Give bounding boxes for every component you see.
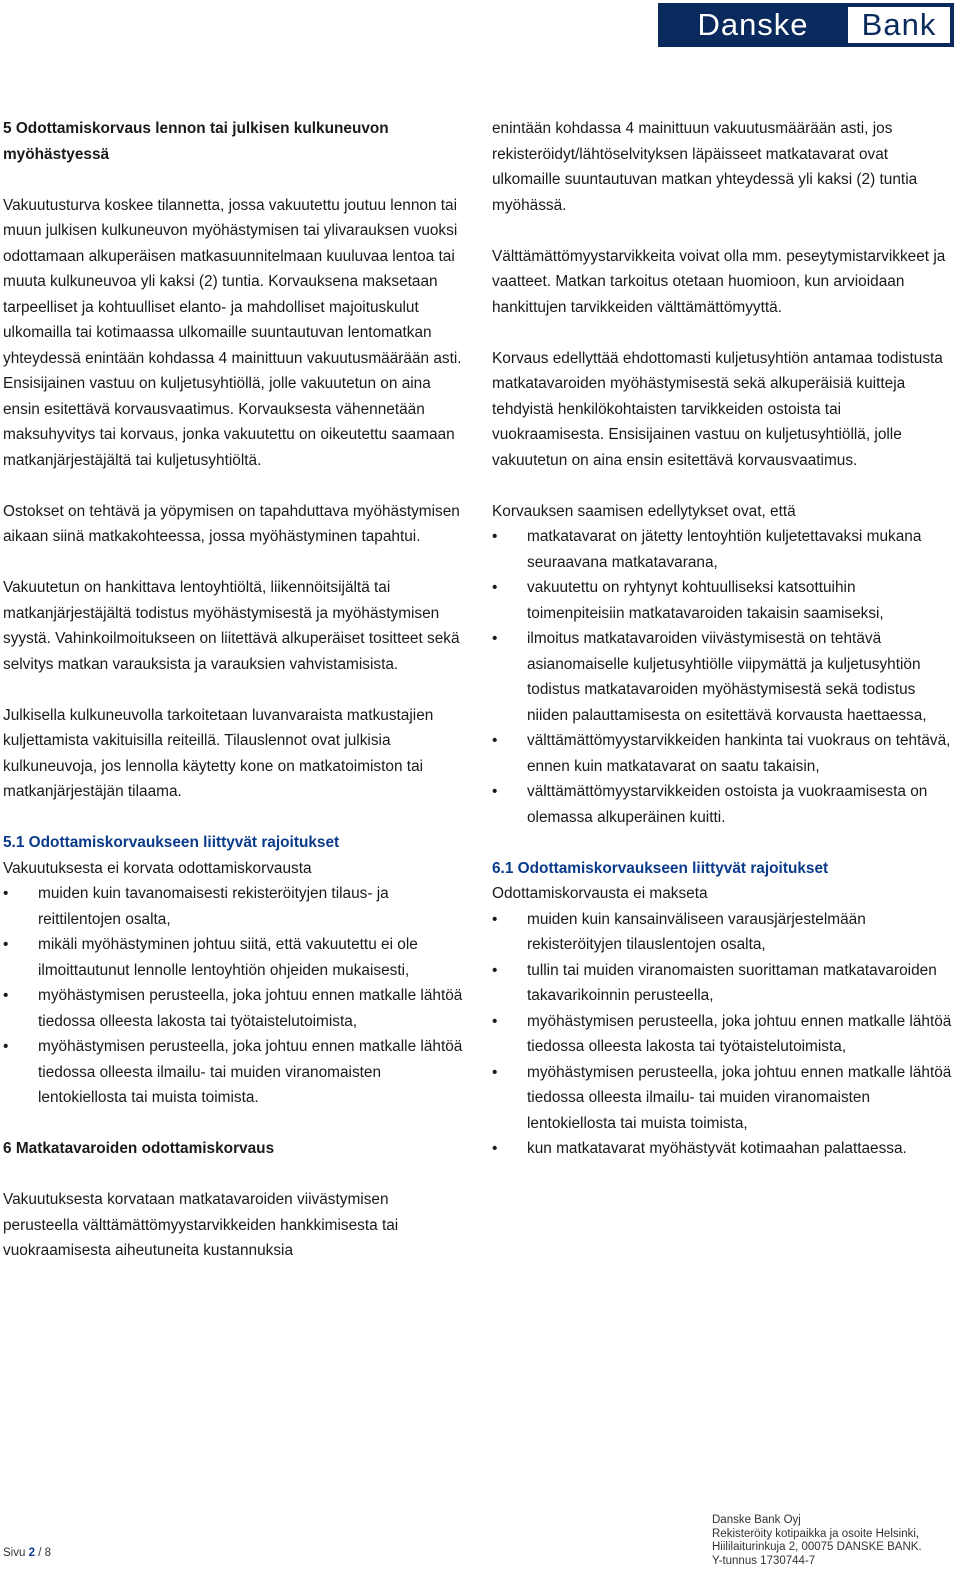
list-item: • tullin tai muiden viranomaisten suorittaman matkatavaroiden takavarikoinnin perusteella,: [492, 958, 954, 1009]
section-5-1-list: [3, 881, 465, 1111]
section-5-paragraph-3: Vakuutetun on hankittava lentoyhtiöltä, liikennöitsijältä tai matkanjärjestäjältä todistus myöhästymisestä ja myöhästymisen syystä. Vahinkoilmoitukseen on liitettävä alkuperäiset tositteet sekä selvitys matkan varauksista ja varauksien vahvistamisista.: [3, 579, 460, 673]
section-5-paragraph-2: Ostokset on tehtävä ja yöpymisen on tapahduttava myöhästymisen aikaan siinä matkakohteessa, jossa myöhästyminen tapahtui.: [3, 502, 460, 545]
list-item: • myöhästymisen perusteella, joka johtuu ennen matkalle lähtöä tiedossa olleesta ilmailu- tai muiden viranomaisten lentokiellosta tai muista toimista,: [492, 1060, 954, 1137]
section-5-paragraph-1: Vakuutusturva koskee tilannetta, jossa vakuutettu joutuu lennon tai muun julkisen kulkuneuvon myöhästymisen tai ylivarauksen vuoksi odottamaan alkuperäisen matkasuunnitelmaan kuuluvaa lentoa tai muuta kulkuneuvoa yli kaksi (2) tuntia. Korvauksena maksetaan tarpeelliset ja kohtuulliset elanto- ja mahdolliset majoituskulut ulkomailla tai kotimaassa ulkomaille suuntautuvan lentomatkan yhteydessä enintään kohdassa 4 mainittuun vakuutusmäärään asti. Ensisijainen vastuu on kuljetusyhtiöllä, jolle vakuutetun on aina ensin esitettävä korvausvaatimus. Korvauksesta vähennetään maksuhyvitys tai korvaus, jonka vakuutettu on oikeutettu saamaan matkanjärjestäjältä tai kuljetusyhtiöltä.: [3, 196, 462, 469]
section-6-paragraph-2: enintään kohdassa 4 mainittuun vakuutusmäärään asti, jos rekisteröidyt/lähtöselvityksen läpäisseet matkatavarat ovat ulkomaille suuntautuvan matkan yhteydessä yli kaksi (2) tuntia myöhässä.: [492, 120, 918, 214]
section-6-list-intro: Korvauksen saamisen edellytykset ovat, että: [492, 502, 796, 520]
section-6-list: [492, 524, 954, 830]
section-6-heading: 6 Matkatavaroiden odottamiskorvaus: [3, 1140, 275, 1157]
page-total: / 8: [38, 1547, 51, 1559]
page-current: 2: [28, 1547, 35, 1559]
list-item: • välttämättömyystarvikkeiden hankinta tai vuokraus on tehtävä, ennen kuin matkatavarat on saatu takaisin,: [492, 728, 954, 779]
list-item: • muiden kuin kansainväliseen varausjärjestelmään rekisteröityjen tilauslentojen osalta,: [492, 907, 954, 958]
company-address-line-2: Hiililaiturinkuja 2, 00075 DANSKE BANK.: [712, 1541, 922, 1553]
list-item: • myöhästymisen perusteella, joka johtuu ennen matkalle lähtöä tiedossa olleesta lakosta tai työtaistelutoimista,: [492, 1009, 954, 1060]
section-6-1-heading: 6.1 Odottamiskorvaukseen liittyvät rajoitukset: [492, 859, 829, 877]
left-column: [3, 116, 465, 1289]
section-6-1-list: [492, 907, 954, 1162]
list-item: • muiden kuin tavanomaisesti rekisteröityjen tilaus- ja reittilentojen osalta,: [3, 881, 465, 932]
page-number: [3, 1547, 51, 1559]
list-item: • vakuutettu on ryhtynyt kohtuulliseksi katsottuihin toimenpiteisiin matkatavaroiden takaisin saamiseksi,: [492, 575, 954, 626]
list-item: • ilmoitus matkatavaroiden viivästymisestä on tehtävä asianomaiselle kuljetusyhtiölle viipymättä ja kuljetusyhtiön todistus matkatavaroiden myöhästymisestä sekä todistus niiden palauttamisesta on esitettävä korvausta haettaessa,: [492, 626, 954, 728]
section-6-1-intro: Odottamiskorvausta ei makseta: [492, 885, 708, 902]
section-5-paragraph-4: Julkisella kulkuneuvolla tarkoitetaan luvanvaraista matkustajien kuljettamista vakituisilla reiteillä. Tilauslennot ovat julkisia kulkuneuvoja, jos lennolla käytetty kone on matkatoimiston tai matkanjärjestäjän tilaama.: [3, 706, 434, 800]
page-label: Sivu: [3, 1547, 26, 1559]
section-6-paragraph-3: Välttämättömyystarvikkeita voivat olla mm. peseytymistarvikkeet ja vaatteet. Matkan tarkoitus otetaan huomioon, kun arvioidaan hankittujen tarvikkeiden välttämättömyyttä.: [492, 247, 946, 316]
list-item: • matkatavarat on jätetty lentoyhtiön kuljetettavaksi mukana seuraavana matkatavarana,: [492, 524, 954, 575]
logo-text-danske: Danske: [660, 5, 846, 45]
list-item: • myöhästymisen perusteella, joka johtuu ennen matkalle lähtöä tiedossa olleesta ilmailu- tai muiden viranomaisten lentokiellosta tai muista toimista.: [3, 1034, 465, 1111]
company-business-id: Y-tunnus 1730744-7: [712, 1554, 816, 1567]
danske-bank-logo: [658, 3, 954, 47]
list-item: • mikäli myöhästyminen johtuu siitä, että vakuutettu ei ole ilmoittautunut lennolle lentoyhtiön ohjeiden mukaisesti,: [3, 932, 465, 983]
list-item: • välttämättömyystarvikkeiden ostoista ja vuokraamisesta on olemassa alkuperäinen kuitti.: [492, 779, 954, 830]
right-column: [492, 116, 954, 1187]
section-5-1-intro: Vakuutuksesta ei korvata odottamiskorvausta: [3, 859, 312, 877]
list-item: • kun matkatavarat myöhästyvät kotimaahan palattaessa.: [492, 1136, 954, 1162]
company-info: [712, 1514, 922, 1568]
section-6-paragraph-4: Korvaus edellyttää ehdottomasti kuljetusyhtiön antamaa todistusta matkatavaroiden myöhästymisestä sekä alkuperäisiä kuitteja tehdyistä henkilökohtaisten tarvikkeiden ostoista tai vuokraamisesta. Ensisijainen vastuu on kuljetusyhtiöllä, jolle vakuutetun on aina ensin esitettävä korvausvaatimus.: [492, 349, 943, 469]
company-address-line-1: Rekisteröity kotipaikka ja osoite Helsinki,: [712, 1527, 920, 1540]
section-6-paragraph-1: Vakuutuksesta korvataan matkatavaroiden viivästymisen perusteella välttämättömyystarvikkeiden hankkimisesta tai vuokraamisesta aiheutuneita kustannuksia: [3, 1191, 399, 1259]
logo-text-bank: Bank: [848, 7, 950, 43]
section-5-1-heading: 5.1 Odottamiskorvaukseen liittyvät rajoitukset: [3, 834, 340, 851]
list-item: • myöhästymisen perusteella, joka johtuu ennen matkalle lähtöä tiedossa olleesta lakosta tai työtaistelutoimista,: [3, 983, 465, 1034]
section-5-heading: 5 Odottamiskorvaus lennon tai julkisen kulkuneuvon myöhästyessä: [3, 120, 389, 163]
company-name: Danske Bank Oyj: [712, 1514, 801, 1526]
